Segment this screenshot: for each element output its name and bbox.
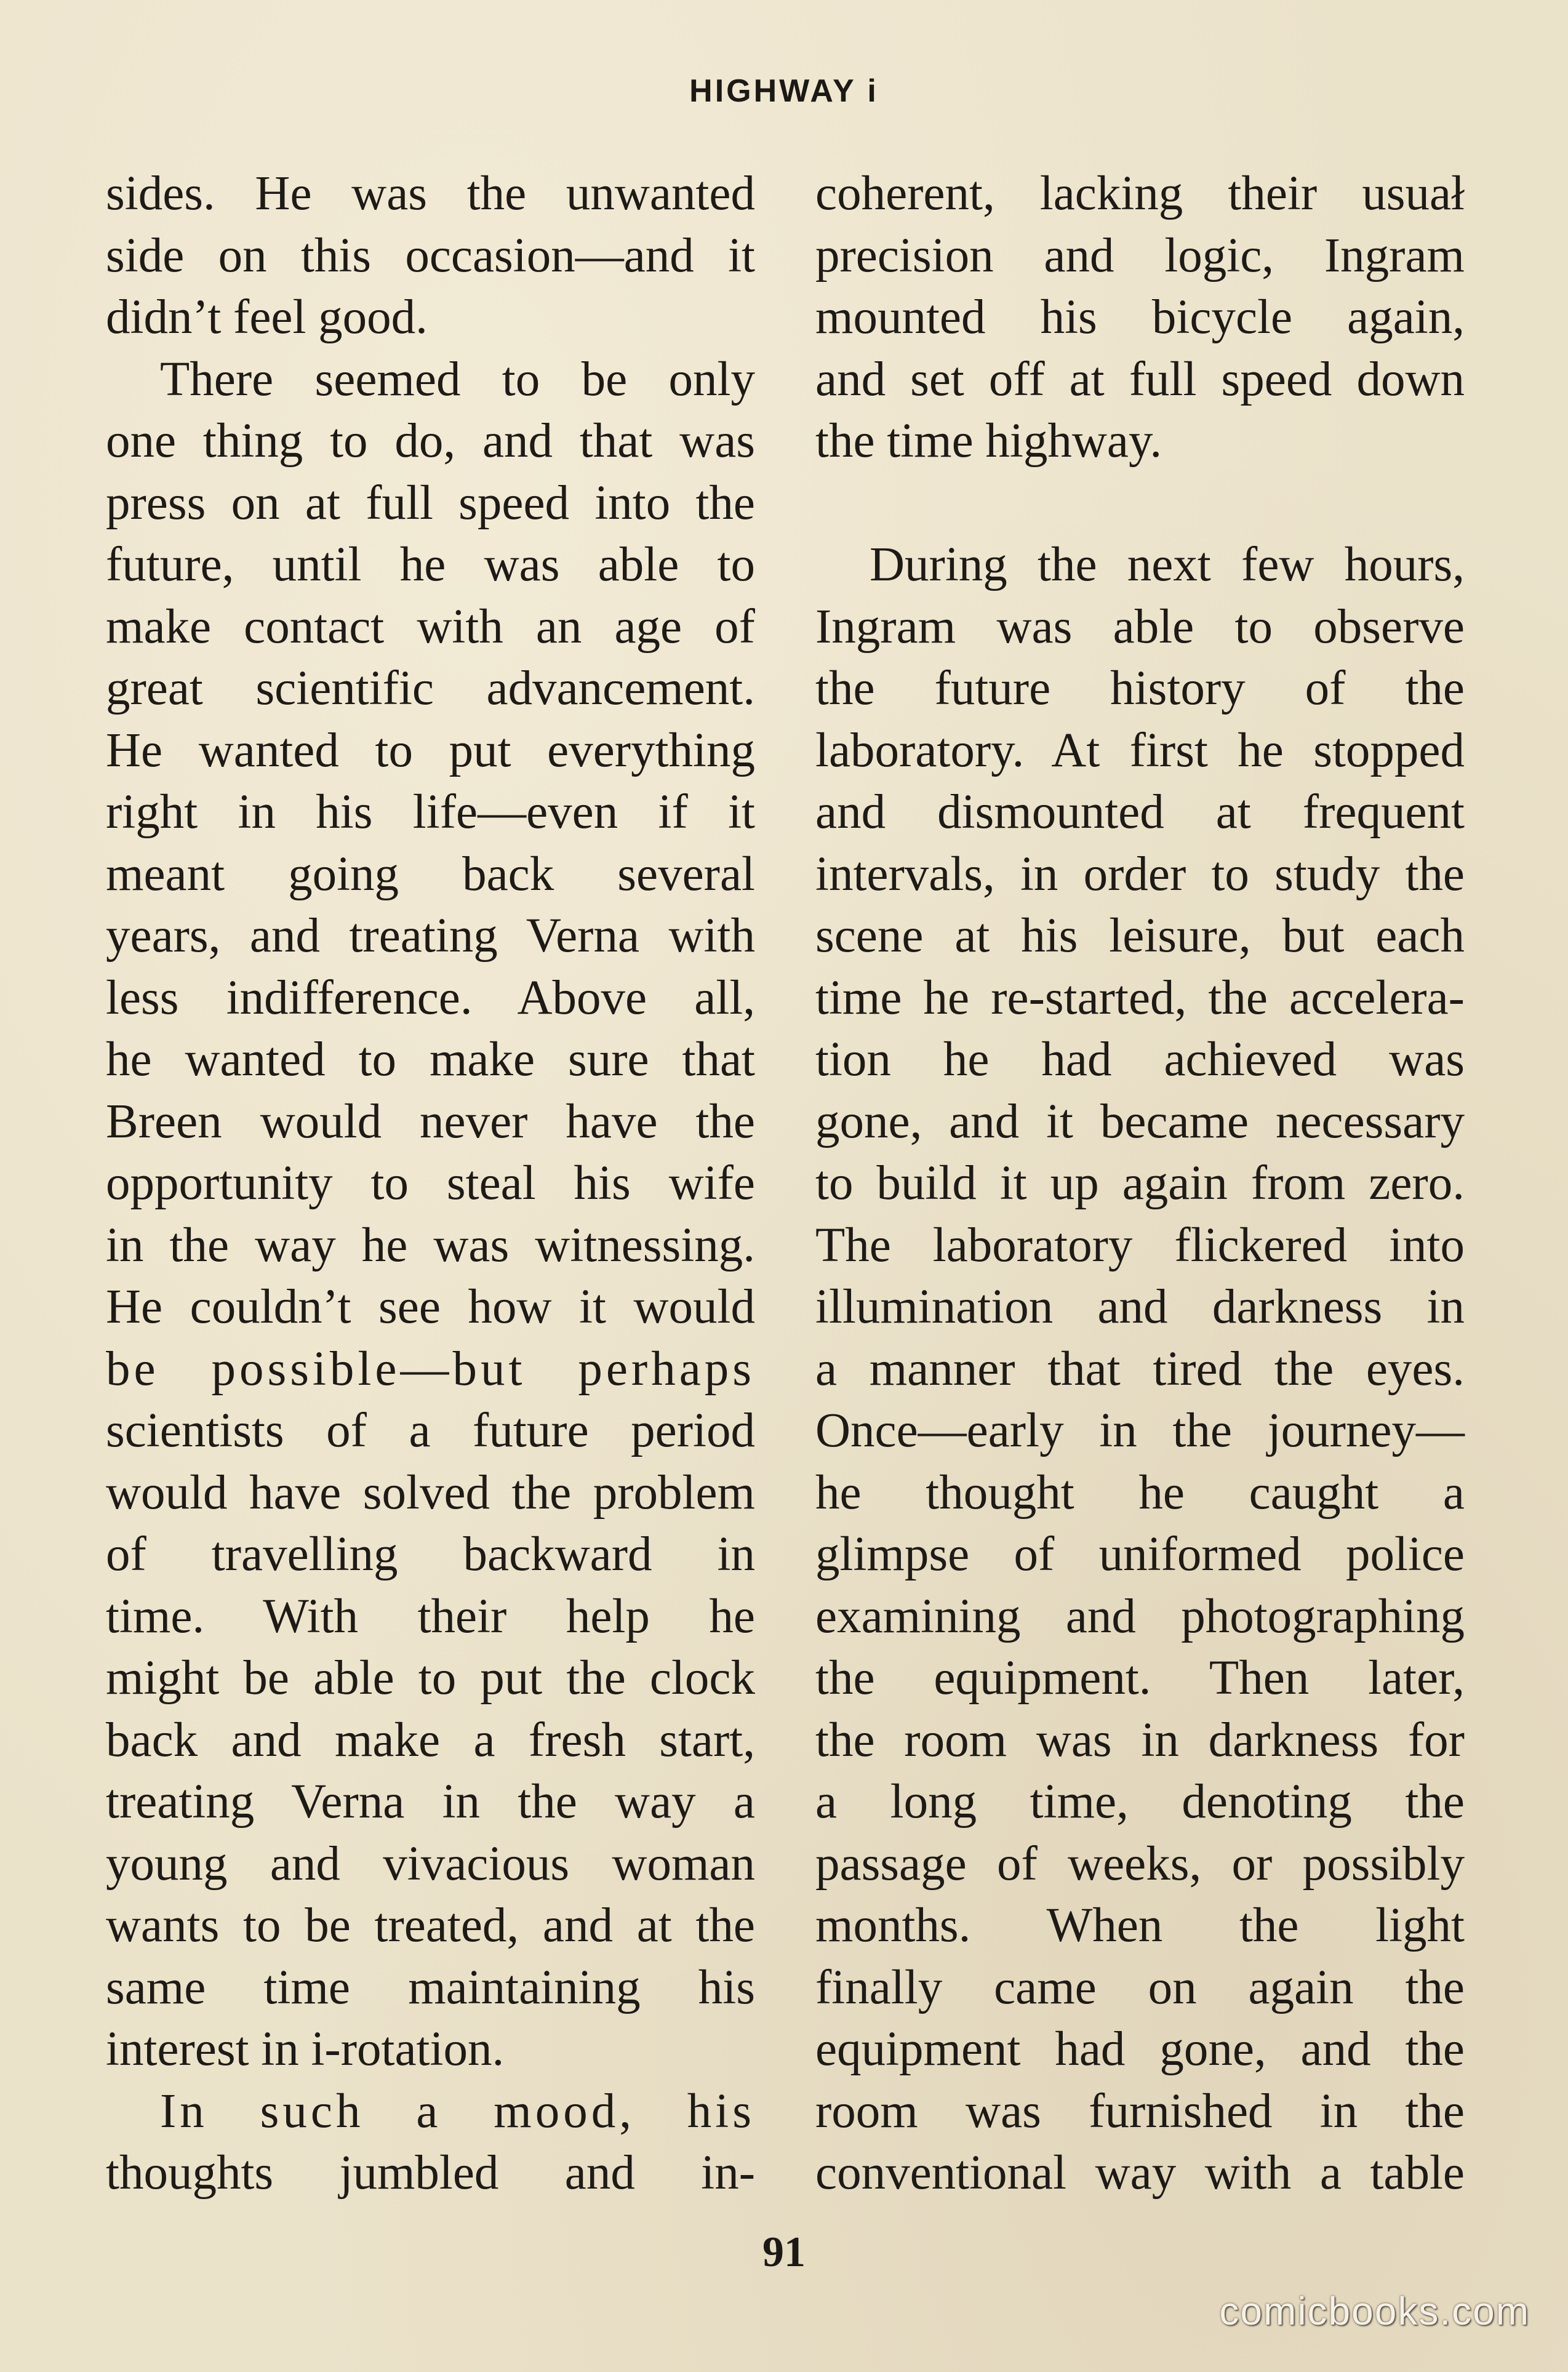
text-line: conventional way with a table bbox=[815, 2146, 1465, 2200]
text-line: the room was in darkness for bbox=[815, 1713, 1465, 1767]
text-line: be possible—but perhaps bbox=[106, 1342, 755, 1396]
text-line: the time highway. bbox=[815, 414, 1162, 468]
text-line: coherent, lacking their usuał bbox=[815, 167, 1465, 220]
text-line: opportunity to steal his wife bbox=[106, 1156, 755, 1210]
text-line: glimpse of uniformed police bbox=[815, 1528, 1465, 1581]
left-column bbox=[106, 163, 755, 2205]
watermark: comicbooks.com bbox=[1219, 2289, 1530, 2333]
text-line: wants to be treated, and at the bbox=[106, 1899, 755, 1952]
text-line: side on this occasion—and it bbox=[106, 228, 755, 282]
text-line: of travelling backward in bbox=[106, 1528, 755, 1581]
text-line: thoughts jumbled and in- bbox=[106, 2146, 755, 2200]
text-line: precision and logic, Ingram bbox=[815, 228, 1465, 282]
text-line: didn’t feel good. bbox=[106, 290, 428, 344]
text-line: the equipment. Then later, bbox=[815, 1651, 1465, 1705]
text-line: a manner that tired the eyes. bbox=[815, 1342, 1465, 1396]
text-line: intervals, in order to study the bbox=[815, 847, 1465, 901]
page-number: 91 bbox=[762, 2229, 806, 2276]
text-line: passage of weeks, or possibly bbox=[815, 1837, 1465, 1891]
text-line: same time maintaining his bbox=[106, 1960, 755, 2014]
text-line: he wanted to make sure that bbox=[106, 1033, 755, 1086]
text-line: one thing to do, and that was bbox=[106, 414, 755, 468]
text-line: gone, and it became necessary bbox=[815, 1094, 1465, 1148]
text-line: future, until he was able to bbox=[106, 538, 755, 591]
text-line: he thought he caught a bbox=[815, 1465, 1465, 1520]
text-line: press on at full speed into the bbox=[106, 476, 755, 530]
text-line: He couldn’t see how it would bbox=[106, 1280, 755, 1334]
text-line: The laboratory flickered into bbox=[815, 1218, 1465, 1272]
text-line: Breen would never have the bbox=[106, 1094, 755, 1148]
text-line: laboratory. At first he stopped bbox=[815, 723, 1465, 777]
text-line: Ingram was able to observe bbox=[815, 599, 1465, 654]
text-line: examining and photographing bbox=[815, 1589, 1465, 1643]
text-line: right in his life—even if it bbox=[106, 785, 755, 839]
text-line: months. When the light bbox=[815, 1899, 1465, 1952]
text-line: treating Verna in the way a bbox=[106, 1775, 755, 1829]
text-line: time. With their help he bbox=[106, 1589, 755, 1643]
text-line: to build it up again from zero. bbox=[815, 1156, 1465, 1210]
text-line: less indifference. Above all, bbox=[106, 971, 755, 1025]
text-line: great scientific advancement. bbox=[106, 662, 755, 715]
text-line: would have solved the problem bbox=[106, 1465, 755, 1520]
text-line: finally came on again the bbox=[815, 1960, 1465, 2014]
text-line: scene at his leisure, but each bbox=[815, 909, 1465, 963]
text-line: time he re-started, the accelera- bbox=[815, 971, 1465, 1025]
text-line: young and vivacious woman bbox=[106, 1837, 755, 1891]
text-line: in the way he was witnessing. bbox=[106, 1218, 755, 1272]
text-line: the future history of the bbox=[815, 662, 1465, 715]
text-line: interest in i-rotation. bbox=[106, 2022, 505, 2076]
text-line: equipment had gone, and the bbox=[815, 2022, 1465, 2076]
text-line: room was furnished in the bbox=[815, 2084, 1465, 2138]
text-line: In such a mood, his bbox=[160, 2084, 755, 2138]
text-line: and dismounted at frequent bbox=[815, 785, 1465, 839]
text-line: make contact with an age of bbox=[106, 599, 755, 654]
right-column bbox=[815, 163, 1465, 2205]
text-line: tion he had achieved was bbox=[815, 1033, 1465, 1086]
text-line: scientists of a future period bbox=[106, 1404, 755, 1457]
text-line: There seemed to be only bbox=[160, 352, 755, 406]
text-line: years, and treating Verna with bbox=[106, 909, 755, 963]
text-line: might be able to put the clock bbox=[106, 1651, 755, 1705]
running-head: HIGHWAY i bbox=[689, 73, 879, 109]
text-line: During the next few hours, bbox=[870, 538, 1465, 591]
section-break bbox=[815, 473, 1465, 535]
text-line: sides. He was the unwanted bbox=[106, 167, 755, 220]
text-line: meant going back several bbox=[106, 847, 755, 901]
text-line: He wanted to put everything bbox=[106, 723, 755, 777]
text-line: and set off at full speed down bbox=[815, 352, 1465, 406]
text-line: back and make a fresh start, bbox=[106, 1713, 755, 1767]
text-line: a long time, denoting the bbox=[815, 1775, 1465, 1829]
text-line: mounted his bicycle again, bbox=[815, 290, 1465, 344]
text-line: Once—early in the journey— bbox=[815, 1404, 1465, 1457]
text-line: illumination and darkness in bbox=[815, 1280, 1465, 1334]
